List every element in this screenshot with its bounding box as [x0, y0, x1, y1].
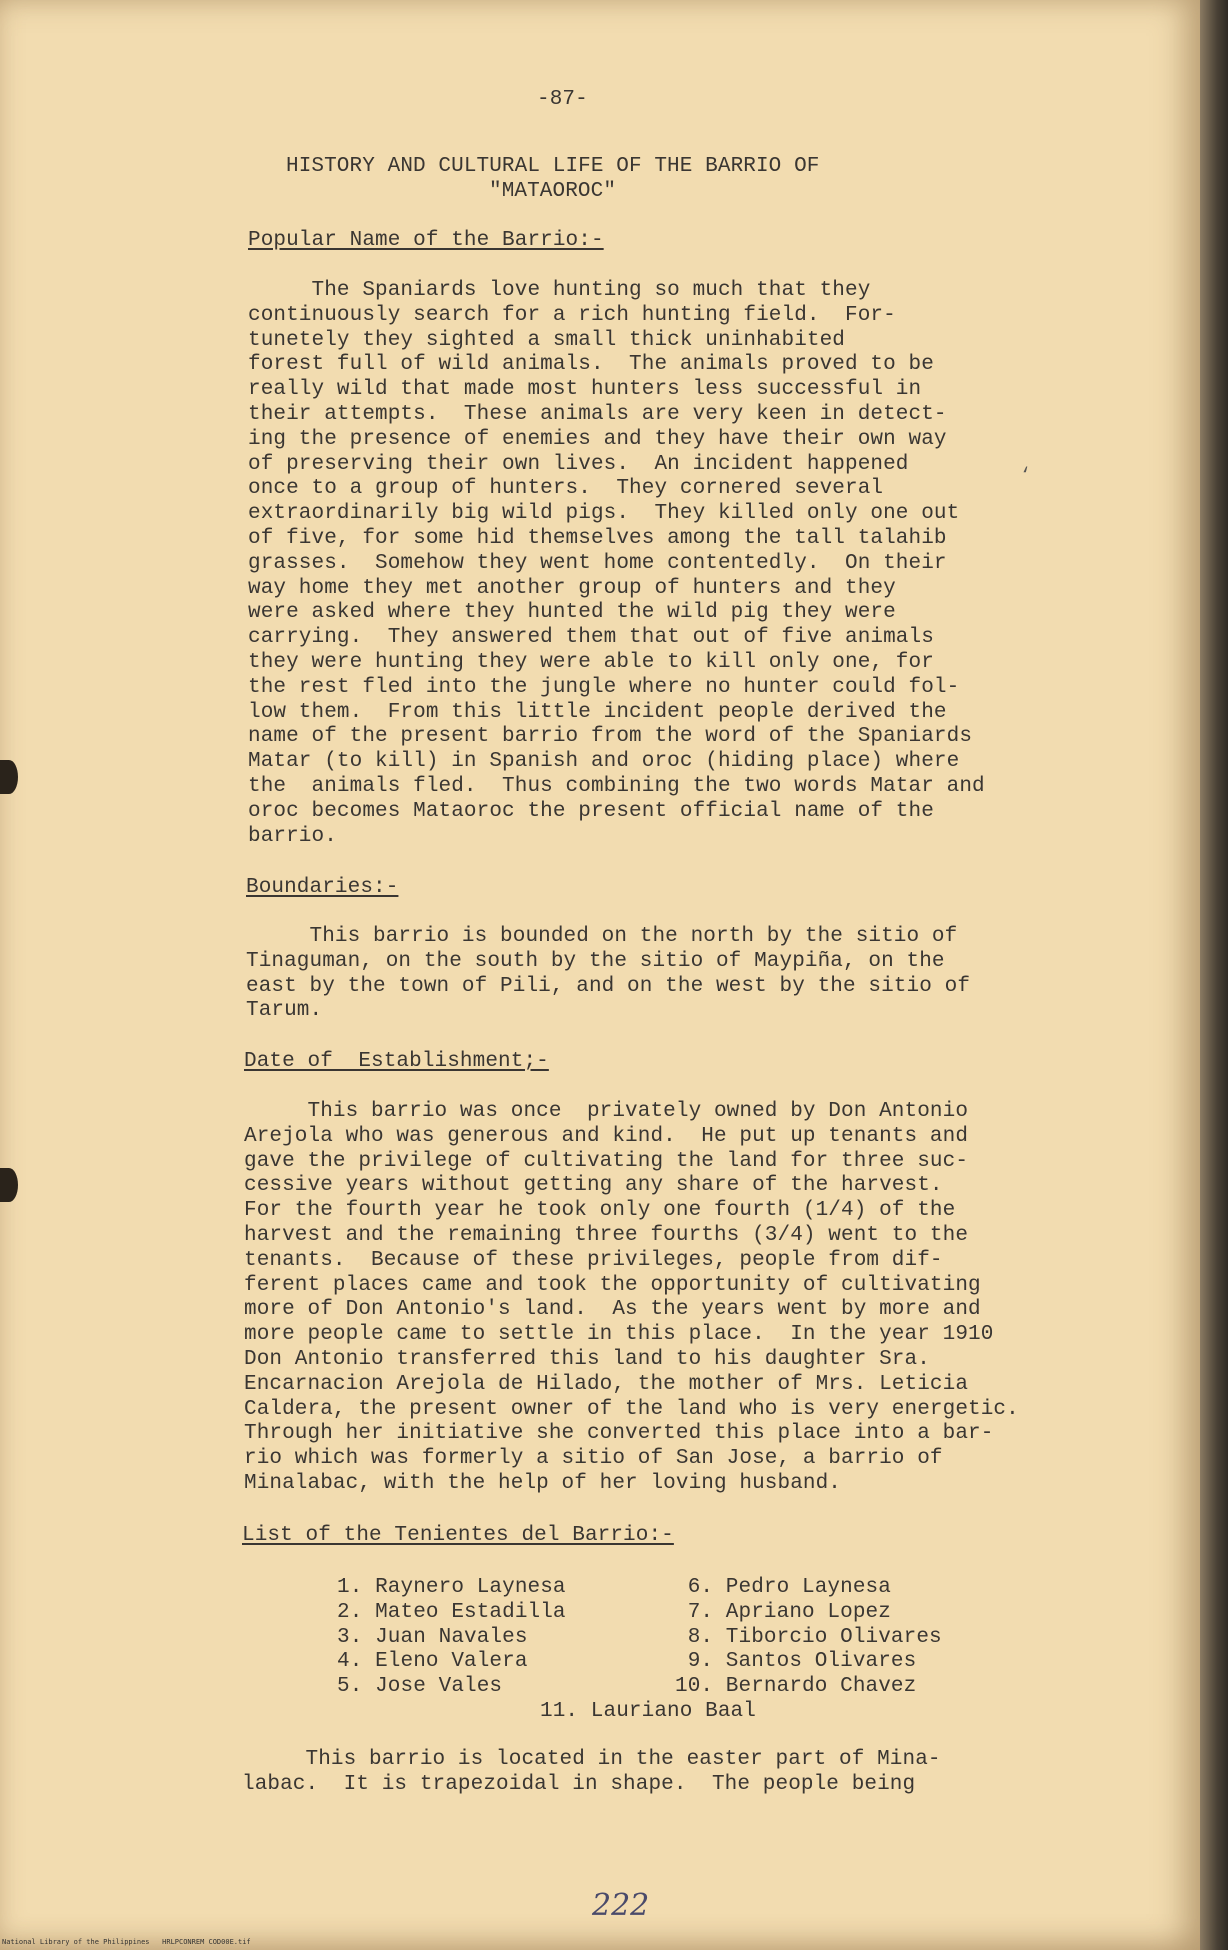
- text-line: 8. Tiborcio Olivares: [675, 1625, 942, 1649]
- text-line: oroc becomes Mataoroc the present official name of the: [248, 799, 934, 823]
- text-line: continuously search for a rich hunting field. For-: [248, 303, 896, 327]
- text-line: Encarnacion Arejola de Hilado, the mother of Mrs. Leticia: [244, 1372, 969, 1396]
- tenientes-list-last: 11. Lauriano Baal: [540, 1700, 756, 1723]
- boundaries-heading: Boundaries:-: [246, 876, 399, 899]
- tenientes-list-right: [675, 1576, 942, 1700]
- text-line: forest full of wild animals. The animals proved to be: [248, 353, 934, 377]
- boundaries-paragraph: [246, 925, 970, 1024]
- text-line: 7. Apriano Lopez: [675, 1600, 891, 1624]
- tenientes-list-left: [337, 1576, 566, 1700]
- handwritten-page-number: 222: [592, 1888, 650, 1923]
- text-line: This barrio is bounded on the north by the sitio of: [246, 925, 958, 948]
- text-line: the animals fled. Thus combining the two words Matar and: [248, 774, 985, 798]
- text-line: carrying. They answered them that out of five animals: [248, 626, 934, 650]
- text-line: Caldera, the present owner of the land who is very energetic.: [244, 1397, 1019, 1421]
- text-line: the rest fled into the jungle where no hunter could fol-: [248, 675, 960, 699]
- text-line: were asked where they hunted the wild pig they were: [248, 601, 896, 625]
- text-line: they were hunting they were able to kill only one, for: [248, 650, 934, 674]
- text-line: This barrio was once privately owned by Don Antonio: [244, 1100, 969, 1123]
- page-title-barrio-name: "MATAOROC": [489, 180, 617, 203]
- text-line: harvest and the remaining three fourths (3/4) went to the: [244, 1223, 969, 1247]
- text-line: ing the presence of enemies and they have their own way: [248, 427, 947, 451]
- text-line: of five, for some hid themselves among the tall talahib: [248, 526, 947, 550]
- text-line: really wild that made most hunters less successful in: [248, 378, 922, 402]
- text-line: 4. Eleno Valera: [337, 1650, 528, 1674]
- text-line: cessive years without getting any share of the harvest.: [244, 1174, 943, 1198]
- text-line: 3. Juan Navales: [337, 1625, 528, 1649]
- page-title: HISTORY AND CULTURAL LIFE OF THE BARRIO OF: [286, 155, 820, 178]
- text-line: 1. Raynero Laynesa: [337, 1576, 566, 1599]
- page-number: -87-: [537, 88, 588, 111]
- text-line: Tinaguman, on the south by the sitio of Maypiña, on the: [246, 949, 945, 973]
- popular-name-paragraph: [248, 279, 985, 849]
- popular-name-heading: Popular Name of the Barrio:-: [248, 229, 604, 252]
- text-line: barrio.: [248, 824, 337, 848]
- text-line: Minalabac, with the help of her loving husband.: [244, 1471, 841, 1495]
- text-line: labac. It is trapezoidal in shape. The people being: [242, 1772, 916, 1796]
- text-line: 5. Jose Vales: [337, 1675, 503, 1699]
- text-line: of preserving their own lives. An incident happened: [248, 452, 909, 476]
- text-line: For the fourth year he took only one fourth (1/4) of the: [244, 1199, 956, 1223]
- text-line: tenants. Because of these privileges, people from dif-: [244, 1248, 943, 1272]
- tenientes-heading: List of the Tenientes del Barrio:-: [242, 1524, 674, 1547]
- text-line: The Spaniards love hunting so much that they: [248, 279, 871, 302]
- text-line: once to a group of hunters. They cornered several: [248, 477, 884, 501]
- text-line: more of Don Antonio's land. As the years went by more and: [244, 1298, 981, 1322]
- text-line: Tarum.: [246, 999, 323, 1023]
- text-line: name of the present barrio from the word of the Spaniards: [248, 725, 973, 749]
- text-line: 10. Bernardo Chavez: [675, 1675, 917, 1699]
- text-line: 9. Santos Olivares: [675, 1650, 917, 1674]
- binding-hole: [0, 760, 18, 794]
- binding-hole: [0, 1168, 18, 1202]
- text-line: ferent places came and took the opportunity of cultivating: [244, 1273, 981, 1297]
- text-line: east by the town of Pili, and on the west by the sitio of: [246, 974, 971, 998]
- text-line: This barrio is located in the easter part of Mina-: [242, 1748, 941, 1771]
- text-line: low them. From this little incident people derived the: [248, 700, 947, 724]
- text-line: way home they met another group of hunters and they: [248, 576, 896, 600]
- text-line: grasses. Somehow they went home contentedly. On their: [248, 551, 947, 575]
- text-line: their attempts. These animals are very keen in detect-: [248, 402, 947, 426]
- location-paragraph: [242, 1748, 941, 1798]
- text-line: Don Antonio transferred this land to his daughter Sra.: [244, 1347, 930, 1371]
- text-line: gave the privilege of cultivating the land for three suc-: [244, 1149, 969, 1173]
- page-edge-shadow: [1200, 0, 1228, 1950]
- text-line: Arejola who was generous and kind. He put up tenants and: [244, 1124, 969, 1148]
- text-line: tunetely they sighted a small thick uninhabited: [248, 328, 845, 352]
- margin-mark: ‘: [1020, 466, 1031, 486]
- establishment-heading: Date of Establishment;-: [244, 1050, 549, 1073]
- text-line: more people came to settle in this place. In the year 1910: [244, 1323, 994, 1347]
- text-line: Matar (to kill) in Spanish and oroc (hiding place) where: [248, 750, 960, 774]
- text-line: 6. Pedro Laynesa: [675, 1576, 891, 1599]
- establishment-paragraph: [244, 1100, 1019, 1497]
- archive-footer-note: National Library of the Philippines HRLPCONREM COD00E.tif: [2, 1938, 251, 1946]
- text-line: extraordinarily big wild pigs. They killed only one out: [248, 502, 960, 526]
- text-line: Through her initiative she converted this place into a bar-: [244, 1422, 994, 1446]
- text-line: rio which was formerly a sitio of San Jose, a barrio of: [244, 1447, 943, 1471]
- text-line: 2. Mateo Estadilla: [337, 1600, 566, 1624]
